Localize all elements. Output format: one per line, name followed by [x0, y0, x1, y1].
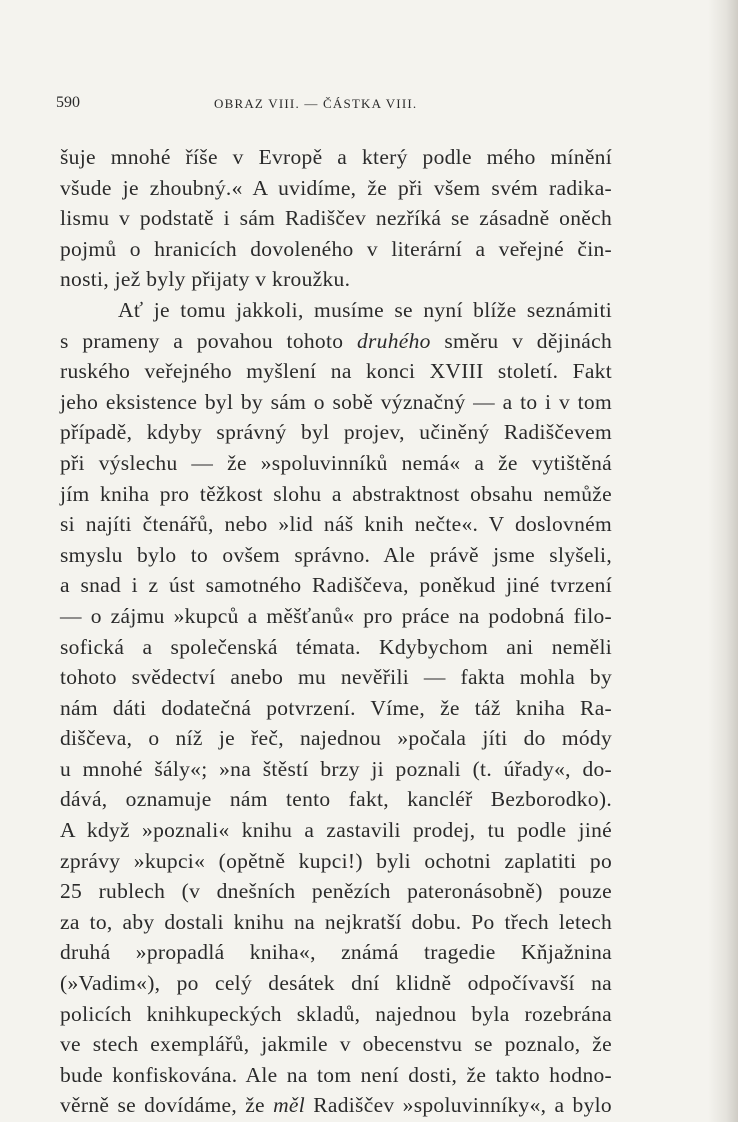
text-line: Ať je tomu jakkoli, musíme se nyní blíže seznámiti: [118, 297, 612, 322]
text-line: tohoto svědectví anebo mu nevěřili — fakta mohla by: [60, 665, 612, 690]
text-line: diščeva, o níž je řeč, najednou »počala jíti do módy: [60, 726, 612, 751]
text-line-with-italic: [60, 1090, 612, 1121]
text-line: všude je zhoubný.« A uvidíme, že při všem svém radika-: [60, 175, 612, 200]
text-line: šuje mnohé říše v Evropě a který podle mého mínění: [60, 145, 612, 169]
body-text: [60, 142, 612, 1121]
text-line: při výslechu — že »spoluvinníků nemá« a že vytištěná: [60, 450, 612, 475]
page-edge-shadow: [708, 0, 738, 1122]
text-line: policích knihkupeckých skladů, najednou byla rozebrána: [60, 1001, 612, 1026]
text-line: jím kniha pro těžkost slohu a abstraktnost obsahu nemůže: [60, 481, 612, 506]
text-line: u mnohé šály«; »na štěstí brzy ji poznali (t. úřady«, do-: [60, 756, 612, 781]
italic-word: měl: [273, 1093, 306, 1118]
text-segment: věrně se dovídáme, že: [60, 1093, 265, 1118]
text-line: nosti, jež byly přijaty v kroužku.: [60, 267, 351, 292]
text-segment: Radiščev »spoluvinníky«, a bylo: [313, 1093, 612, 1118]
text-line: druhá »propadlá kniha«, známá tragedie Kňjažnina: [60, 940, 612, 965]
text-line: — o zájmu »kupců a měšťanů« pro práce na podobná filo-: [60, 603, 612, 628]
text-line: sofická a společenská témata. Kdybychom ani neměli: [60, 634, 612, 659]
text-line: (»Vadim«), po celý desátek dní klidně odpočívavší na: [60, 971, 612, 996]
text-line: nám dáti dodatečná potvrzení. Víme, že táž kniha Ra-: [60, 695, 612, 720]
text-line: A když »poznali« knihu a zastavili prodej, tu podle jiné: [60, 818, 612, 843]
text-line-with-italic: [60, 326, 612, 357]
text-line: bude konfiskována. Ale na tom není dosti, že takto hodno-: [60, 1062, 612, 1087]
text-line: lismu v podstatě i sám Radiščev nezříká se zásadně oněch: [60, 206, 612, 231]
text-line: jeho eksistence byl by sám o sobě význačný — a to i v tom: [60, 389, 612, 414]
italic-word: druhého: [356, 328, 431, 353]
text-line: zprávy »kupci« (opětně kupci!) byli ochotni zaplatiti po: [60, 848, 612, 873]
text-line: a snad i z úst samotného Radiščeva, poněkud jiné tvrzení: [60, 573, 612, 598]
page-header: [56, 94, 616, 118]
running-head: OBRAZ VIII. — ČÁSTKA VIII.: [214, 96, 418, 111]
page-number: 590: [56, 94, 80, 111]
text-segment: směru v dějinách: [444, 328, 612, 353]
text-line: případě, kdyby správný byl projev, učiněný Radiščevem: [60, 420, 612, 445]
text-line: dává, oznamuje nám tento fakt, kancléř Bezborodko).: [60, 787, 612, 812]
text-line: smyslu bylo to ovšem správno. Ale právě jsme slyšeli,: [60, 542, 612, 567]
text-line: pojmů o hranicích dovoleného v literární a veřejné čin-: [60, 236, 612, 261]
text-line: 25 rublech (v dnešních penězích pateronásobně) pouze: [60, 879, 612, 904]
text-segment: s prameny a povahou tohoto: [60, 328, 344, 353]
text-line: si najíti čtenářů, nebo »lid náš knih nečte«. V doslovném: [60, 512, 612, 537]
text-line: ruského veřejného myšlení na konci XVIII století. Fakt: [60, 359, 612, 384]
text-line: za to, aby dostali knihu na nejkratší dobu. Po třech letech: [60, 909, 612, 934]
text-line: ve stech exemplářů, jakmile v obecenstvu se poznalo, že: [60, 1032, 612, 1057]
